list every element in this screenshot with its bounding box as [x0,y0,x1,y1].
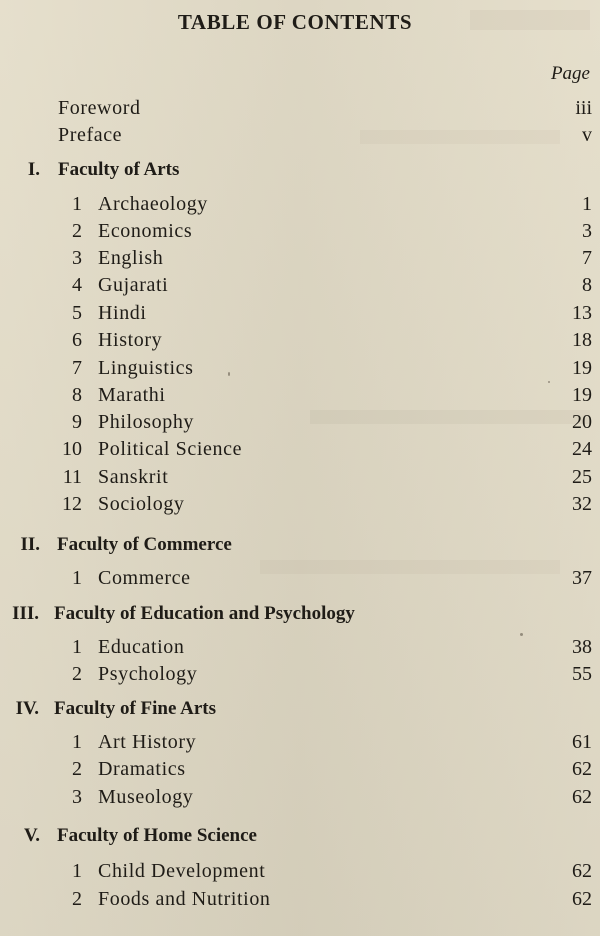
toc-entry [0,729,600,756]
entry-number: 4 [72,274,82,296]
entry-number: 3 [72,247,82,269]
entry-page: 7 [582,247,592,269]
section-title: Faculty of Home Science [57,825,257,846]
section-title: Faculty of Education and Psychology [54,603,355,624]
toc-entry [0,634,600,661]
entry-name: Sociology [98,493,185,515]
toc-entry [0,464,600,491]
toc-entry [0,756,600,783]
entry-number: 10 [62,438,82,460]
entry-name: Political Science [98,438,243,460]
toc-entry [0,409,600,436]
entry-page: 13 [572,302,592,324]
entry-page: 1 [582,193,592,215]
toc-entry [0,218,600,245]
entry-page: 20 [572,411,592,433]
section-heading-fine-arts [0,695,600,723]
entry-page: 37 [572,567,592,589]
entry-name: Commerce [98,567,191,589]
entry-name: Archaeology [98,193,208,215]
entry-page: 55 [572,663,592,685]
toc-entry [0,382,600,409]
entry-name: History [98,329,163,351]
entry-name: English [98,247,164,269]
entry-page: 38 [572,636,592,658]
entry-name: Linguistics [98,357,194,379]
section-heading-education-psychology [0,600,600,628]
section-numeral: IV. [15,698,39,719]
entry-page: 8 [582,274,592,296]
entry-page: 19 [572,357,592,379]
toc-entry [0,327,600,354]
entry-name: Economics [98,220,193,242]
entry-name: Marathi [98,384,166,406]
entry-number: 1 [72,860,82,882]
entry-number: 1 [72,636,82,658]
entry-name: Museology [98,786,194,808]
entry-page: 19 [572,384,592,406]
entry-name: Art History [98,731,197,753]
entry-name: Hindi [98,302,147,324]
entry-name: Gujarati [98,274,169,296]
entry-page: 62 [572,786,592,808]
entry-number: 2 [72,888,82,910]
entry-page: 62 [572,888,592,910]
section-numeral: II. [20,534,40,555]
section-heading-commerce [0,531,600,559]
entry-page: 32 [572,493,592,515]
entry-number: 11 [62,466,82,488]
entry-name: Foreword [58,97,141,119]
section-title: Faculty of Fine Arts [54,698,217,719]
entry-page: 25 [572,466,592,488]
toc-entry [0,245,600,272]
section-numeral: I. [27,159,40,180]
entry-number: 6 [72,329,82,351]
entry-page: 62 [572,758,592,780]
entry-page: 24 [572,438,592,460]
entry-number: 2 [72,758,82,780]
toc-entry [0,272,600,299]
entry-number: 9 [72,411,82,433]
toc-entry-preface [0,122,600,149]
entry-page: v [582,124,592,146]
toc-entry [0,661,600,688]
toc-entry [0,784,600,811]
entry-number: 12 [62,493,82,515]
toc-entry [0,355,600,382]
section-heading-arts [0,156,600,184]
entry-number: 8 [72,384,82,406]
entry-page: 62 [572,860,592,882]
section-title: Faculty of Arts [58,159,180,180]
entry-name: Dramatics [98,758,186,780]
section-numeral: III. [12,603,39,624]
toc-entry [0,886,600,913]
entry-name: Psychology [98,663,198,685]
entry-name: Philosophy [98,411,195,433]
entry-name: Child Development [98,860,266,882]
section-heading-home-science [0,822,600,850]
entry-number: 1 [72,567,82,589]
toc-entry [0,436,600,463]
toc-entry-foreword [0,95,600,122]
toc-entry [0,565,600,592]
entry-name: Education [98,636,185,658]
entry-page: 18 [572,329,592,351]
entry-number: 3 [72,786,82,808]
entry-number: 7 [72,357,82,379]
entry-page: iii [575,97,592,119]
toc-entry [0,491,600,518]
toc-entry [0,858,600,885]
page-column-header: Page [550,63,590,84]
entry-page: 3 [582,220,592,242]
section-title: Faculty of Commerce [57,534,232,555]
entry-name: Preface [58,124,123,146]
section-numeral: V. [23,825,40,846]
entry-number: 1 [72,193,82,215]
entry-number: 5 [72,302,82,324]
entry-number: 1 [72,731,82,753]
toc-entry [0,300,600,327]
entry-name: Foods and Nutrition [98,888,271,910]
entry-name: Sanskrit [98,466,169,488]
entry-number: 2 [72,663,82,685]
toc-entry [0,191,600,218]
entry-page: 61 [572,731,592,753]
entry-number: 2 [72,220,82,242]
page-title: TABLE OF CONTENTS [177,10,413,34]
